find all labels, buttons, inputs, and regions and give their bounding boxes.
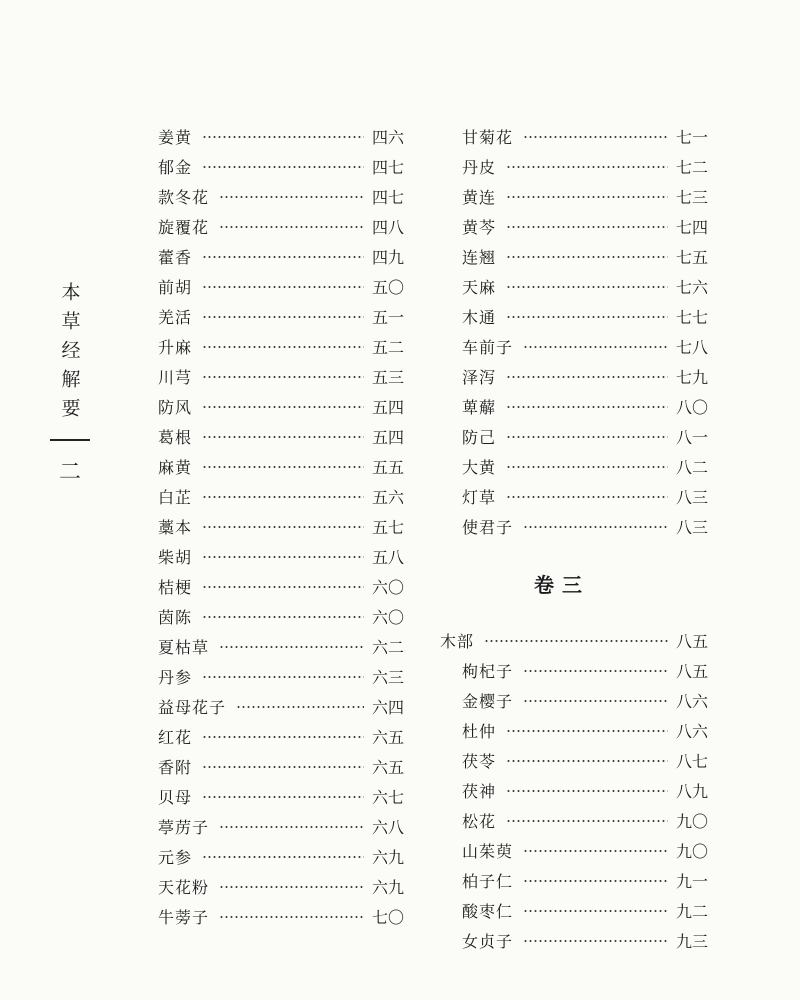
toc-entry-page: 四六	[371, 127, 404, 147]
toc-entry-page: 五八	[371, 547, 404, 567]
toc-entry-page: 五六	[371, 487, 404, 507]
toc-entry-page: 四七	[371, 187, 404, 207]
toc-entry-name: 防己	[462, 427, 497, 447]
toc-entry-name: 柏子仁	[462, 871, 514, 891]
toc-entry-name: 甘菊花	[462, 127, 514, 147]
toc-entry-name: 车前子	[462, 337, 514, 357]
toc-entry-name: 夏枯草	[158, 637, 210, 657]
toc-entry-page: 七三	[675, 187, 708, 207]
toc-entry	[158, 781, 404, 811]
toc-entry-name: 灯草	[462, 487, 497, 507]
margin-header	[46, 282, 94, 486]
toc-entry-name: 天麻	[462, 277, 497, 297]
dot-leader	[506, 790, 668, 792]
toc-entry	[440, 181, 708, 211]
dot-leader	[202, 466, 364, 468]
dot-leader	[202, 316, 364, 318]
dot-leader	[219, 916, 364, 918]
toc-entry	[440, 151, 708, 181]
toc-entry	[440, 805, 708, 835]
toc-entry-name: 茵陈	[158, 607, 193, 627]
margin-divider	[50, 439, 90, 441]
toc-entry-name: 茯神	[462, 781, 497, 801]
dot-leader	[202, 406, 364, 408]
dot-leader	[202, 496, 364, 498]
dot-leader	[523, 910, 668, 912]
toc-entry-page: 八五	[675, 661, 708, 681]
toc-entry	[440, 745, 708, 775]
toc-entry-page: 四八	[371, 217, 404, 237]
dot-leader	[219, 646, 364, 648]
toc-entry-page: 四七	[371, 157, 404, 177]
dot-leader	[202, 586, 364, 588]
dot-leader	[202, 556, 364, 558]
toc-entry	[158, 301, 404, 331]
toc-entry-name: 桔梗	[158, 577, 193, 597]
toc-entry-page: 七九	[675, 367, 708, 387]
dot-leader	[523, 850, 668, 852]
toc-entry-name: 丹参	[158, 667, 193, 687]
toc-entry	[158, 331, 404, 361]
toc-entry-page: 六四	[371, 697, 404, 717]
toc-entry-page: 七一	[675, 127, 708, 147]
toc-entry-name: 牛蒡子	[158, 907, 210, 927]
toc-entry-page: 七〇	[371, 907, 404, 927]
dot-leader	[202, 676, 364, 678]
toc-entry	[158, 841, 404, 871]
toc-entry-page: 七二	[675, 157, 708, 177]
toc-entry-name: 黄连	[462, 187, 497, 207]
dot-leader	[506, 820, 668, 822]
dot-leader	[506, 226, 668, 228]
toc-entry-page: 八〇	[675, 397, 708, 417]
toc-entry-name: 香附	[158, 757, 193, 777]
toc-entry	[158, 691, 404, 721]
dot-leader	[523, 940, 668, 942]
toc-entry	[158, 391, 404, 421]
toc-entry-page: 九〇	[675, 811, 708, 831]
toc-entry	[158, 481, 404, 511]
dot-leader	[523, 526, 668, 528]
dot-leader	[506, 436, 668, 438]
toc-entry	[440, 211, 708, 241]
toc-entry	[440, 775, 708, 805]
toc-entry-page: 九二	[675, 901, 708, 921]
toc-entry-name: 木通	[462, 307, 497, 327]
dot-leader	[202, 166, 364, 168]
toc-entry	[440, 421, 708, 451]
toc-entry-page: 八九	[675, 781, 708, 801]
dot-leader	[219, 826, 364, 828]
toc-entry-name: 藁本	[158, 517, 193, 537]
dot-leader	[202, 286, 364, 288]
toc-entry-page: 八七	[675, 751, 708, 771]
toc-entry-name: 益母花子	[158, 697, 227, 717]
dot-leader	[202, 766, 364, 768]
toc-entry-name: 葛根	[158, 427, 193, 447]
toc-entry	[158, 241, 404, 271]
dot-leader	[219, 196, 364, 198]
toc-entry	[158, 751, 404, 781]
toc-entry-name: 升麻	[158, 337, 193, 357]
toc-entry-page: 七五	[675, 247, 708, 267]
toc-entry-name: 姜黄	[158, 127, 193, 147]
toc-category-name: 木部	[440, 631, 475, 651]
toc-entry	[158, 511, 404, 541]
toc-entry	[440, 685, 708, 715]
toc-entry	[440, 271, 708, 301]
toc-entry-name: 松花	[462, 811, 497, 831]
toc-entry	[158, 181, 404, 211]
toc-entry-page: 八一	[675, 427, 708, 447]
toc-entry-name: 元参	[158, 847, 193, 867]
toc-entry-name: 大黄	[462, 457, 497, 477]
toc-entry	[158, 151, 404, 181]
dot-leader	[523, 136, 668, 138]
toc-entry-page: 五四	[371, 427, 404, 447]
toc-entry-name: 羌活	[158, 307, 193, 327]
toc-entry-page: 七六	[675, 277, 708, 297]
toc-entry	[158, 121, 404, 151]
toc-entry-name: 杜仲	[462, 721, 497, 741]
toc-entry-name: 连翘	[462, 247, 497, 267]
toc-entry	[158, 901, 404, 931]
toc-entry-name: 山茱萸	[462, 841, 514, 861]
dot-leader	[202, 616, 364, 618]
dot-leader	[506, 196, 668, 198]
toc-column-right	[440, 121, 708, 955]
toc-entry-page: 九一	[675, 871, 708, 891]
toc-entry	[158, 271, 404, 301]
toc-entry	[158, 661, 404, 691]
dot-leader	[202, 526, 364, 528]
toc-category-page: 八五	[675, 631, 708, 651]
toc-entry-name: 防风	[158, 397, 193, 417]
toc-entry-name: 使君子	[462, 517, 514, 537]
toc-entry-page: 六九	[371, 847, 404, 867]
dot-leader	[202, 346, 364, 348]
toc-entry-page: 七四	[675, 217, 708, 237]
toc-entry-page: 七八	[675, 337, 708, 357]
toc-entry-name: 前胡	[158, 277, 193, 297]
toc-entry-page: 六〇	[371, 607, 404, 627]
toc-entry	[158, 631, 404, 661]
toc-entry-page: 七七	[675, 307, 708, 327]
dot-leader	[202, 256, 364, 258]
toc-column-left	[158, 121, 404, 931]
dot-leader	[506, 466, 668, 468]
toc-entry-page: 六五	[371, 757, 404, 777]
toc-entry-name: 女贞子	[462, 931, 514, 951]
toc-entry-name: 黄芩	[462, 217, 497, 237]
toc-entry-name: 郁金	[158, 157, 193, 177]
toc-entry-page: 五〇	[371, 277, 404, 297]
section-heading-text: 卷三	[534, 572, 590, 597]
dot-leader	[506, 760, 668, 762]
toc-entry-page: 六五	[371, 727, 404, 747]
toc-entry-page: 九三	[675, 931, 708, 951]
toc-entry	[440, 391, 708, 421]
toc-entry	[158, 211, 404, 241]
book-title: 本草经解要	[58, 282, 81, 427]
toc-entry-name: 天花粉	[158, 877, 210, 897]
toc-entry-name: 枸杞子	[462, 661, 514, 681]
toc-entry-page: 五七	[371, 517, 404, 537]
toc-entry	[440, 925, 708, 955]
page-number: 二	[58, 460, 81, 485]
dot-leader	[236, 706, 364, 708]
toc-entry	[158, 571, 404, 601]
dot-leader	[202, 376, 364, 378]
toc-entry	[158, 421, 404, 451]
toc-entry-page: 五一	[371, 307, 404, 327]
toc-entry	[440, 331, 708, 361]
toc-entry-page: 九〇	[675, 841, 708, 861]
dot-leader	[202, 736, 364, 738]
toc-entry-name: 藿香	[158, 247, 193, 267]
toc-entry-page: 五二	[371, 337, 404, 357]
toc-entry	[440, 361, 708, 391]
toc-entry-page: 八二	[675, 457, 708, 477]
toc-entry-page: 五三	[371, 367, 404, 387]
toc-entry-page: 六九	[371, 877, 404, 897]
toc-entry-page: 六〇	[371, 577, 404, 597]
toc-entry-name: 泽泻	[462, 367, 497, 387]
toc-entry	[158, 601, 404, 631]
dot-leader	[202, 796, 364, 798]
dot-leader	[506, 496, 668, 498]
dot-leader	[523, 880, 668, 882]
toc-entry-name: 丹皮	[462, 157, 497, 177]
toc-entry-page: 六二	[371, 637, 404, 657]
toc-entry	[440, 481, 708, 511]
toc-entry	[440, 715, 708, 745]
dot-leader	[523, 346, 668, 348]
toc-entry	[440, 121, 708, 151]
dot-leader	[506, 316, 668, 318]
toc-entry-name: 白芷	[158, 487, 193, 507]
toc-entry-name: 金樱子	[462, 691, 514, 711]
toc-entry-page: 五四	[371, 397, 404, 417]
toc-entry-page: 四九	[371, 247, 404, 267]
toc-entry-name: 麻黄	[158, 457, 193, 477]
toc-entry-page: 六七	[371, 787, 404, 807]
toc-entry-name: 葶苈子	[158, 817, 210, 837]
toc-entry-name: 旋覆花	[158, 217, 210, 237]
toc-entry	[440, 865, 708, 895]
toc-entry-page: 五五	[371, 457, 404, 477]
toc-entry-name: 款冬花	[158, 187, 210, 207]
toc-entry	[440, 895, 708, 925]
toc-entry	[158, 721, 404, 751]
toc-entry	[440, 655, 708, 685]
toc-entry-name: 萆薢	[462, 397, 497, 417]
section-heading	[440, 541, 708, 625]
toc-entry	[440, 511, 708, 541]
toc-entry-name: 柴胡	[158, 547, 193, 567]
toc-entry	[440, 241, 708, 271]
dot-leader	[202, 136, 364, 138]
dot-leader	[523, 700, 668, 702]
toc-entry-page: 八三	[675, 487, 708, 507]
dot-leader	[506, 286, 668, 288]
dot-leader	[219, 226, 364, 228]
toc-entry-name: 酸枣仁	[462, 901, 514, 921]
toc-entry-name: 红花	[158, 727, 193, 747]
dot-leader	[219, 886, 364, 888]
dot-leader	[506, 256, 668, 258]
dot-leader	[506, 406, 668, 408]
toc-category	[440, 625, 708, 655]
toc-entry-name: 川芎	[158, 367, 193, 387]
dot-leader	[523, 670, 668, 672]
dot-leader	[506, 166, 668, 168]
toc-entry	[440, 835, 708, 865]
toc-entry-page: 八六	[675, 691, 708, 711]
toc-entry	[158, 871, 404, 901]
toc-entry-page: 六三	[371, 667, 404, 687]
toc-entry-name: 茯苓	[462, 751, 497, 771]
dot-leader	[506, 376, 668, 378]
toc-entry	[158, 451, 404, 481]
toc-entry-page: 八六	[675, 721, 708, 741]
toc-entry-page: 六八	[371, 817, 404, 837]
toc-entry	[440, 451, 708, 481]
dot-leader	[506, 730, 668, 732]
toc-entry	[158, 811, 404, 841]
dot-leader	[484, 640, 668, 642]
dot-leader	[202, 436, 364, 438]
dot-leader	[202, 856, 364, 858]
toc-entry	[158, 541, 404, 571]
toc-entry	[440, 301, 708, 331]
toc-entry-name: 贝母	[158, 787, 193, 807]
toc-entry	[158, 361, 404, 391]
toc-entry-page: 八三	[675, 517, 708, 537]
